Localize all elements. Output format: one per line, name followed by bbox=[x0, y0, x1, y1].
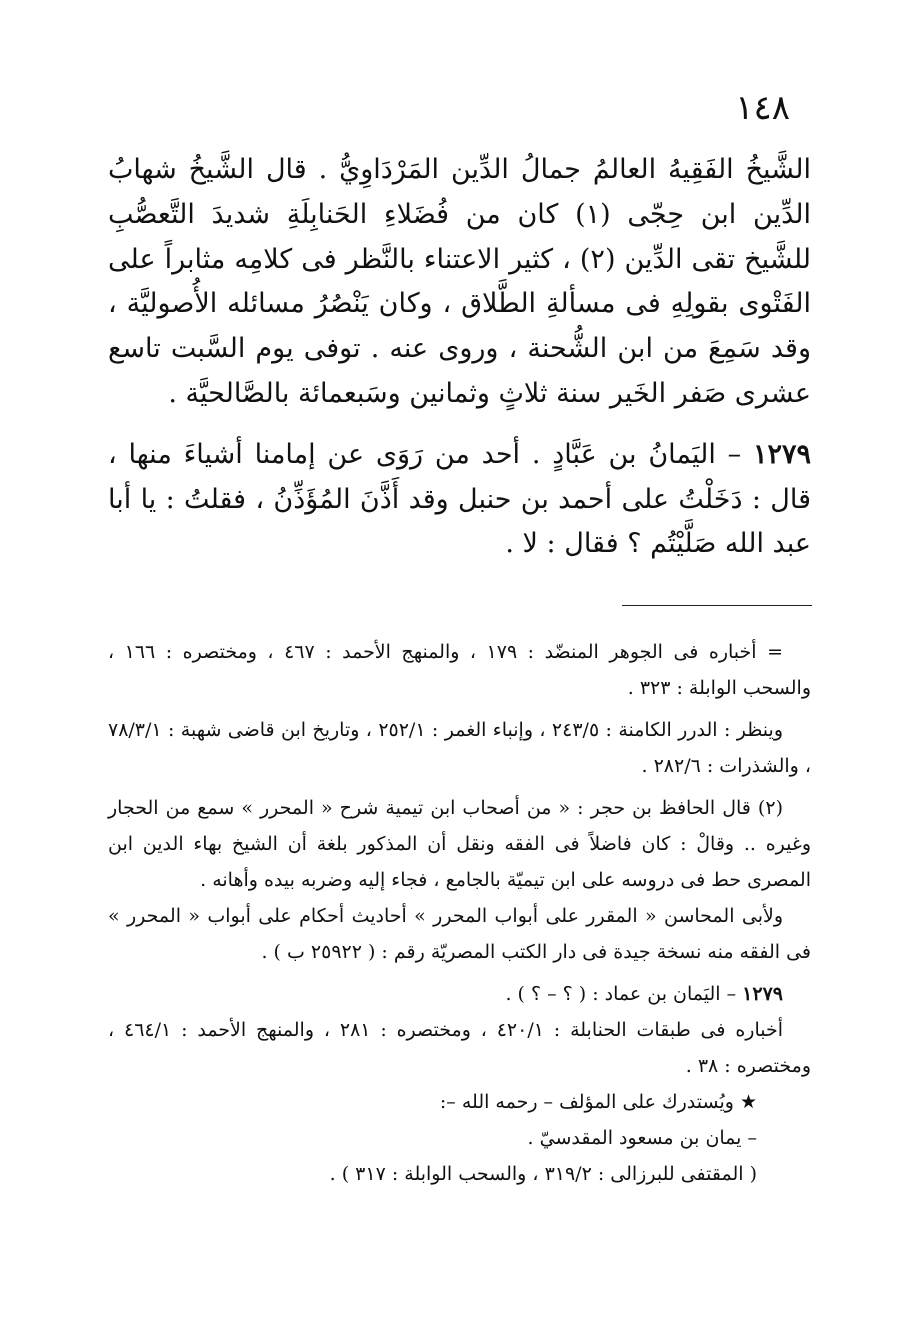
footnotes bbox=[108, 634, 811, 1192]
footnote-1-references: وينظر : الدرر الكامنة : ٢٤٣/٥ ، وإنباء الغمر : ٢٥٢/١ ، وتاريخ ابن قاضى شهبة : ٧٨/٣/١ ، والشذرات : ٢٨٢/٦ . bbox=[108, 719, 811, 777]
addendum-heading: ★ ويُستدرك على المؤلف – رحمه الله –: bbox=[439, 1091, 757, 1113]
main-text bbox=[108, 148, 811, 567]
biography-paragraph: الشَّيخُ الفَقِيهُ العالمُ جمالُ الدِّين المَرْدَاوِيُّ . قال الشَّيخُ شهابُ الدِّين ابن حِجّى (١) كان من فُضَلاءِ الحَنابِلَةِ شديدَ التَّعصُّبِ للشَّيخ تقى الدِّين (٢) ، كثير الاعتناء بالنَّظر فى كلامِه مثابراً على الفَتْوى بقولِهِ فى مسألةِ الطَّلاق ، وكان يَنْصُرُ مسائله الأُصوليَّة ، وقد سَمِعَ من ابن الشُّحنة ، وروى عنه . توفى يوم السَّبت تاسع عشرى صَفر الخَير سنة ثلاثٍ وثمانين وسَبعمائة بالصَّالحيَّة . bbox=[108, 154, 811, 409]
footnote-1-sources: = أخباره فى الجوهر المنضّد : ١٧٩ ، والمنهج الأحمد : ٤٦٧ ، ومختصره : ١٦٦ ، والسحب الوابلة : ٣٢٣ . bbox=[108, 641, 811, 699]
footnote-entry bbox=[108, 976, 811, 1012]
footnote-entry-text: – اليَمان بن عماد : ( ؟ – ؟ ) . bbox=[505, 983, 743, 1005]
addendum-name: – يمان بن مسعود المقدسيّ . bbox=[527, 1127, 757, 1149]
entry-number: ١٢٧٩ bbox=[752, 438, 811, 470]
biography-entry bbox=[108, 433, 811, 567]
footnote-entry-sources: أخباره فى طبقات الحنابلة : ٤٢٠/١ ، ومختصره : ٢٨١ ، والمنهج الأحمد : ٤٦٤/١ ، ومختصره : ٣٨ . bbox=[108, 1019, 811, 1077]
addendum-source: ( المقتفى للبرزالى : ٣١٩/٢ ، والسحب الوابلة : ٣١٧ ) . bbox=[329, 1163, 757, 1185]
footnote-2: (٢) قال الحافظ بن حجر : « من أصحاب ابن تيمية شرح « المحرر » سمع من الحجار وغيره .. وقالْ : كان فاضلاً فى الفقه ونقل أن المذكور بلغة أن الشيخ بهاء الدين ابن المصرى حط فى دروسه على ابن تيميّة بالجامع ، فجاء إليه وضربه بيده وأهانه . bbox=[108, 797, 811, 891]
page-number: ١٤٨ bbox=[735, 88, 790, 128]
footnote-separator bbox=[622, 605, 812, 606]
footnote-entry-number: ١٢٧٩ bbox=[742, 983, 783, 1005]
entry-text: – اليَمانُ بن عَبَّادٍ . أحد من رَوَى عن إمامنا أشياءَ منها ، قال : دَخَلْتُ على أحمد بن حنبل وقد أَذَّنَ المُؤَذِّنُ ، فقلتُ : يا أبا عبد الله صَلَّيْتُم ؟ فقال : لا . bbox=[108, 438, 811, 560]
footnote-2-continued: ولأبى المحاسن « المقرر على أبواب المحرر » أحاديث أحكام على أبواب « المحرر » فى الفقه منه نسخة جيدة فى دار الكتب المصريّة رقم : ( ٢٥٩٢٢ ب ) . bbox=[108, 905, 811, 963]
